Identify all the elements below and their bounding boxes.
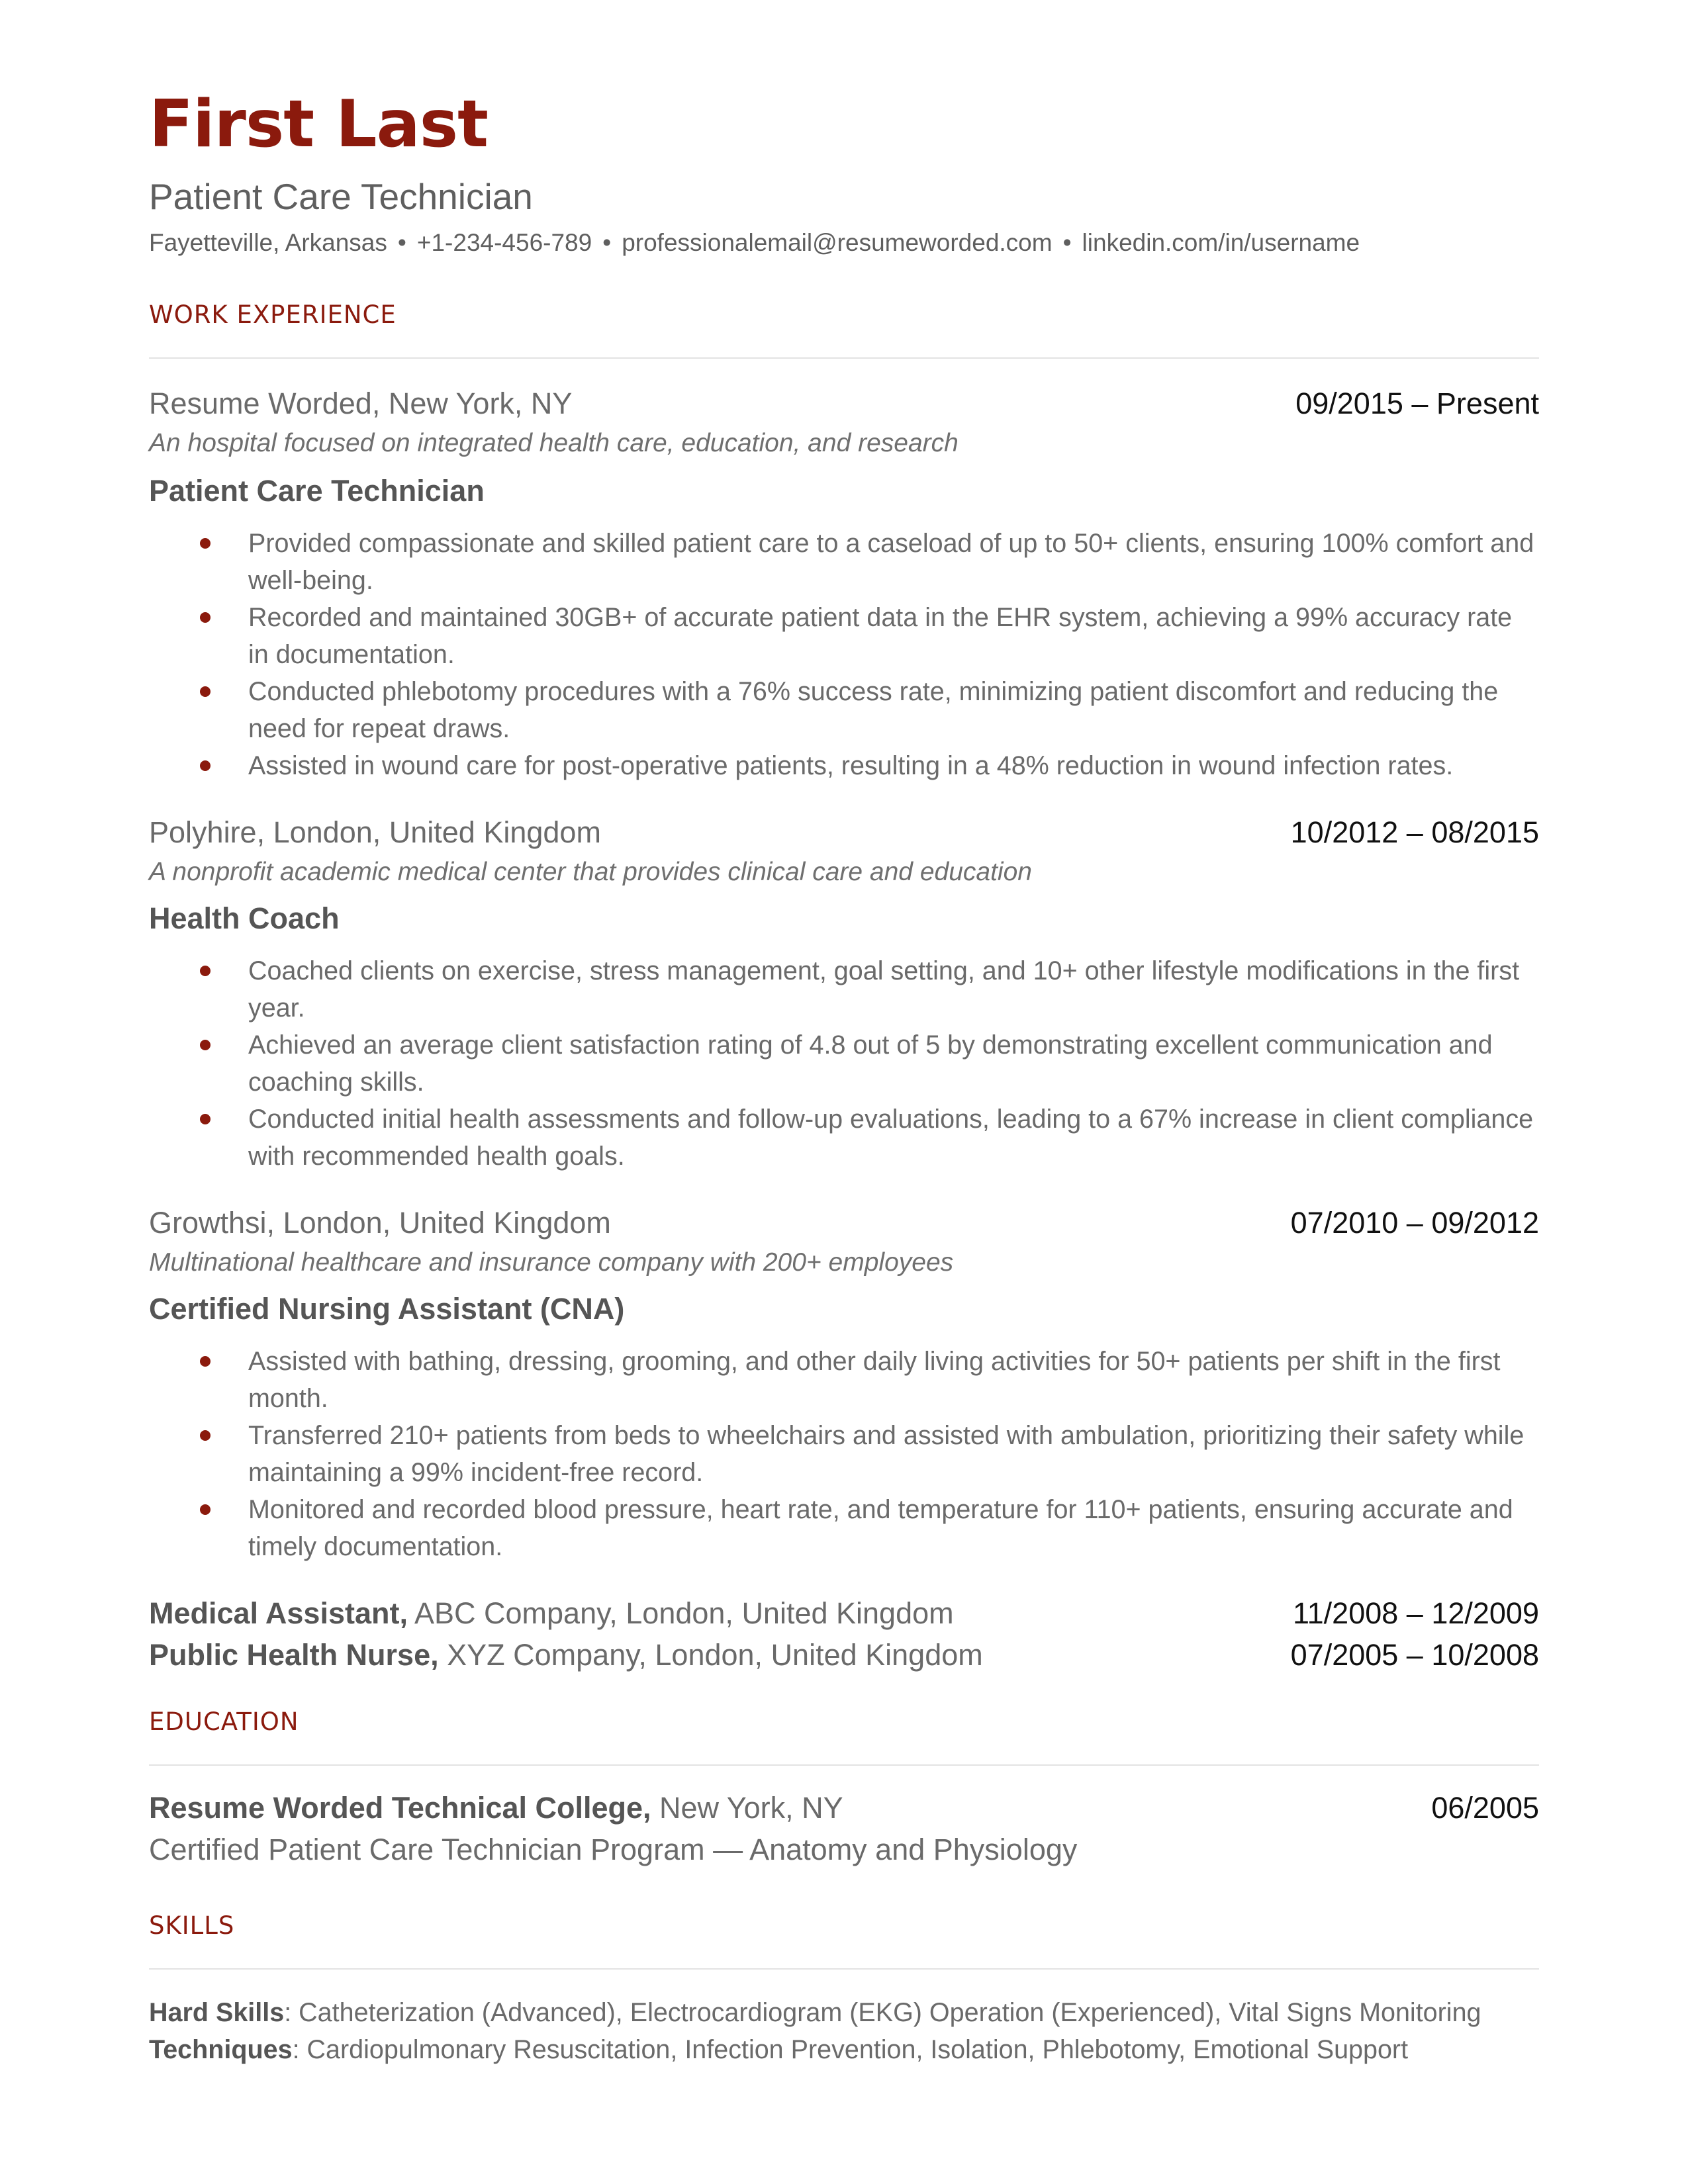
job-description: Multinational healthcare and insurance company with 200+ employees [149,1248,954,1277]
job-header [149,1203,1539,1243]
job-company: Polyhire, London, United Kingdom [149,815,601,849]
skills-tech-label: Techniques [149,2035,293,2064]
prior-role-company: XYZ Company, London, United Kingdom [438,1638,983,1672]
prior-role-title: Public Health Nurse, [149,1638,439,1672]
job-role: Certified Nursing Assistant (CNA) [149,1292,625,1326]
candidate-title: Patient Care Technician [149,176,533,217]
list-item [149,673,1539,747]
job-description: An hospital focused on integrated health care, education, and research [149,429,959,457]
job-role: Patient Care Technician [149,474,485,508]
job-header [149,384,1539,424]
bullet-text: Conducted phlebotomy procedures with a 76% success rate, minimizing patient discomfort and reducing the need for repeat draws. [248,677,1499,743]
job-role: Health Coach [149,901,340,935]
job-header [149,813,1539,852]
job-description: A nonprofit academic medical center that provides clinical care and education [149,858,1032,886]
list-item [149,952,1539,1026]
bullet-text: Transferred 210+ patients from beds to wheelchairs and assisted with ambulation, prioritizing their safety while maintaining a 99% incident-free record. [248,1421,1524,1487]
bullet-dot-icon [200,1040,211,1050]
job-company: Growthsi, London, United Kingdom [149,1206,611,1240]
prior-role-dates: 07/2005 – 10/2008 [1290,1638,1539,1672]
section-divider [149,1764,1539,1766]
bullet-text: Coached clients on exercise, stress management, goal setting, and 10+ other lifestyle modifications in the first year. [248,956,1520,1023]
section-divider [149,357,1539,359]
education-line [149,1791,843,1825]
contact-linkedin[interactable]: linkedin.com/in/username [1082,229,1360,256]
education-row [149,1788,1539,1828]
prior-role-line [149,1596,954,1630]
job-company: Resume Worded, New York, NY [149,387,573,420]
prior-role-dates: 11/2008 – 12/2009 [1292,1596,1539,1630]
list-item [149,1101,1539,1175]
education-date: 06/2005 [1431,1791,1539,1825]
bullet-text: Conducted initial health assessments and follow-up evaluations, leading to a 67% increase in client compliance with recommended health goals. [248,1105,1534,1171]
bullet-dot-icon [200,1430,211,1441]
contact-separator: • [397,229,406,256]
skills-tech-values: : Cardiopulmonary Resuscitation, Infection Prevention, Isolation, Phlebotomy, Emotional Support [292,2035,1409,2064]
bullet-dot-icon [200,1356,211,1367]
section-heading-education: EDUCATION [149,1707,299,1736]
prior-role-company: ABC Company, London, United Kingdom [407,1596,954,1630]
bullet-dot-icon [200,1504,211,1515]
bullet-dot-icon [200,686,211,697]
job-bullets [149,525,1539,784]
contact-location: Fayetteville, Arkansas [149,229,387,256]
job-bullets [149,1343,1539,1565]
education-program: Certified Patient Care Technician Program — Anatomy and Physiology [149,1833,1078,1866]
bullet-dot-icon [200,1114,211,1124]
education-school: Resume Worded Technical College, [149,1791,651,1825]
list-item [149,1417,1539,1491]
prior-role-row [149,1594,1539,1633]
skills-hard-label: Hard Skills [149,1998,285,2027]
bullet-text: Assisted with bathing, dressing, grooming, and other daily living activities for 50+ patients per shift in the first month. [248,1347,1501,1413]
job-dates: 10/2012 – 08/2015 [1290,815,1539,849]
skills-techniques [149,2031,1539,2068]
contact-separator: • [1062,229,1072,256]
bullet-text: Monitored and recorded blood pressure, heart rate, and temperature for 110+ patients, ensuring accurate and timely documentation. [248,1495,1513,1561]
contact-separator: • [602,229,612,256]
list-item [149,1026,1539,1101]
skills-hard-values: : Catheterization (Advanced), Electrocardiogram (EKG) Operation (Experienced), Vital Signs Monitoring [284,1998,1481,2027]
list-item [149,747,1539,784]
job-bullets [149,952,1539,1175]
candidate-name: First Last [149,87,488,162]
section-heading-skills: SKILLS [149,1911,235,1940]
skills-hard [149,1994,1539,2031]
contact-email[interactable]: professionalemail@resumeworded.com [622,229,1053,256]
bullet-dot-icon [200,612,211,623]
list-item [149,599,1539,673]
bullet-text: Provided compassionate and skilled patient care to a caseload of up to 50+ clients, ensuring 100% comfort and well-being. [248,529,1534,595]
bullet-dot-icon [200,760,211,771]
prior-role-title: Medical Assistant, [149,1596,408,1630]
list-item [149,525,1539,599]
bullet-text: Recorded and maintained 30GB+ of accurate patient data in the EHR system, achieving a 99% accuracy rate in documentation. [248,603,1513,669]
section-heading-work: WORK EXPERIENCE [149,300,397,329]
bullet-dot-icon [200,966,211,976]
bullet-dot-icon [200,538,211,549]
section-divider [149,1968,1539,1970]
prior-role-line [149,1638,983,1672]
list-item [149,1491,1539,1565]
contact-line [149,227,1360,259]
list-item [149,1343,1539,1417]
prior-role-row [149,1635,1539,1675]
job-dates: 07/2010 – 09/2012 [1290,1206,1539,1240]
bullet-text: Assisted in wound care for post-operative patients, resulting in a 48% reduction in wound infection rates. [248,751,1454,780]
job-dates: 09/2015 – Present [1295,387,1539,420]
contact-phone[interactable]: +1-234-456-789 [416,229,592,256]
bullet-text: Achieved an average client satisfaction rating of 4.8 out of 5 by demonstrating excellent communication and coaching skills. [248,1030,1493,1097]
education-location: New York, NY [651,1791,843,1825]
